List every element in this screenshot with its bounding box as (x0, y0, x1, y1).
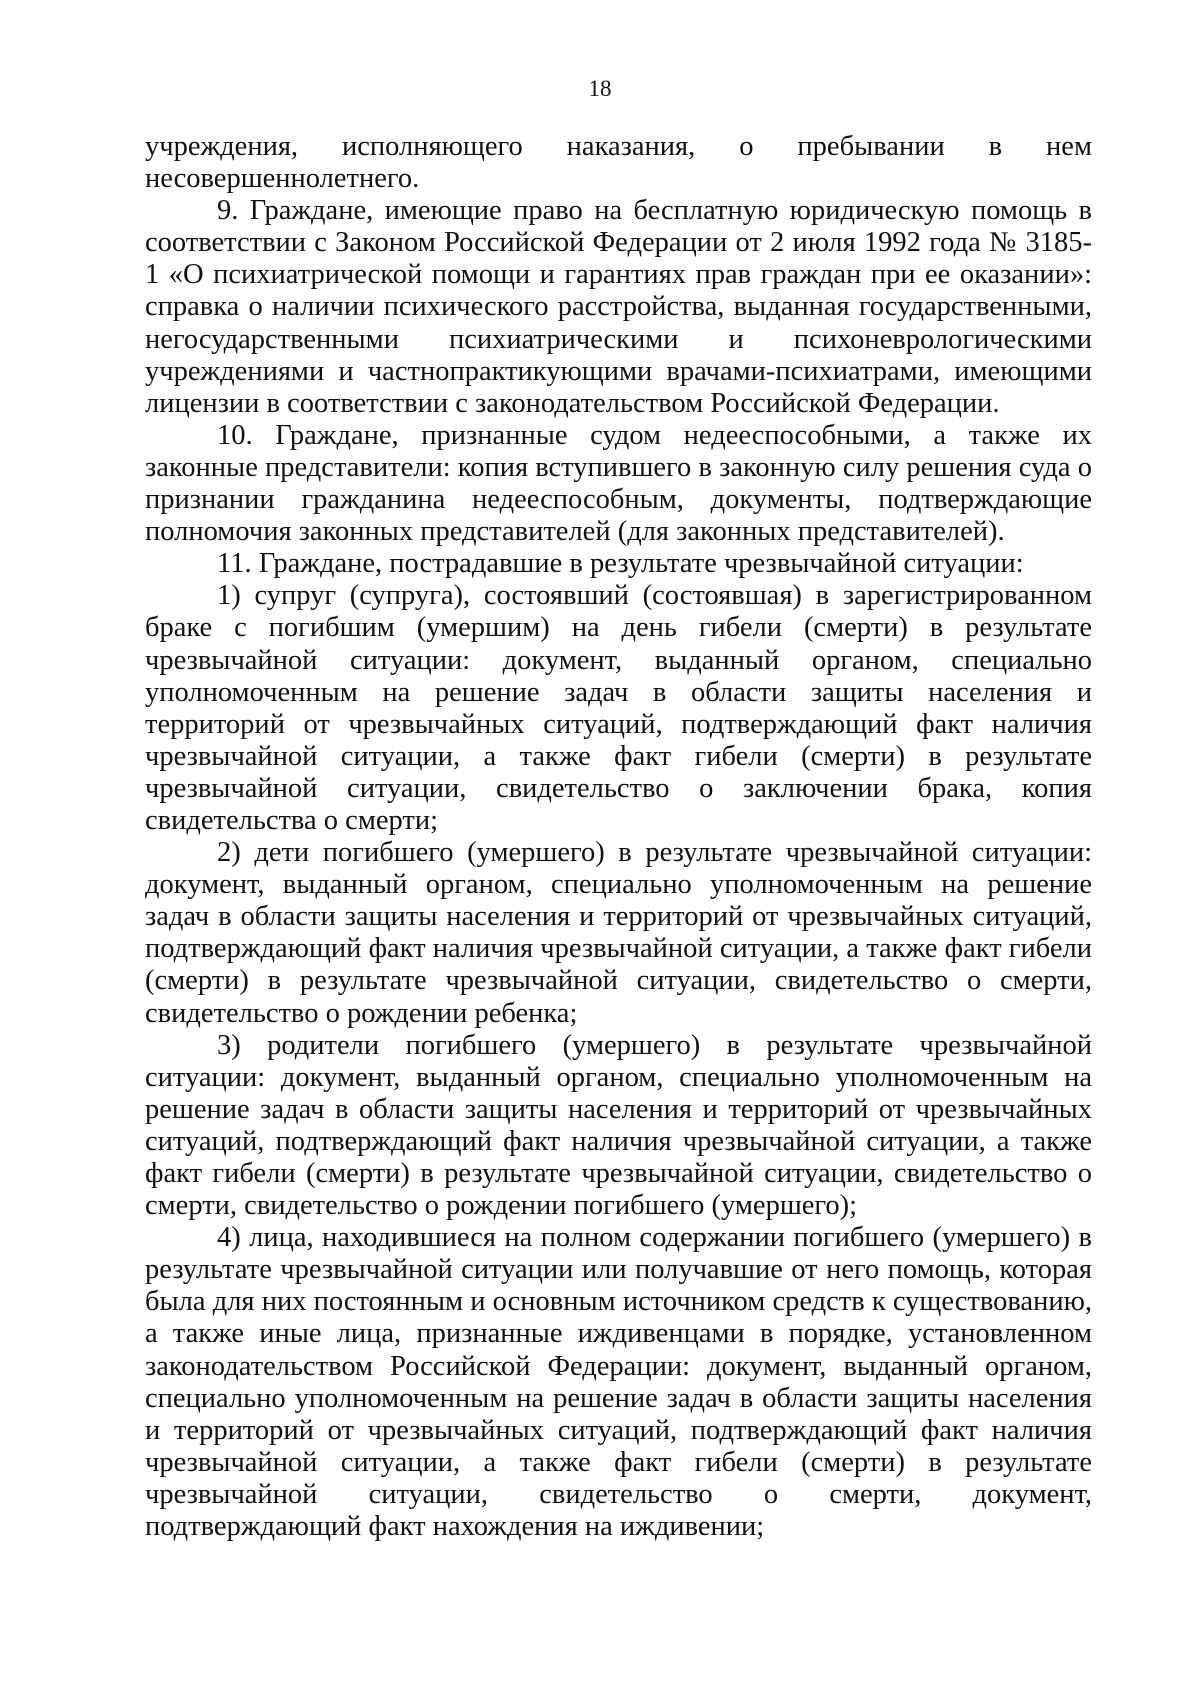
paragraph-subitem-1: 1) супруг (супруга), состоявший (состоявшая) в зарегистрированном браке с погибшим (умершим) на день гибели (смерти) в результате чрезвычайной ситуации: документ, выданный органом, специально уполномоченным на решение задач в области защиты населения и территорий от чрезвычайных ситуаций, подтверждающий факт наличия чрезвычайной ситуации, а также факт гибели (смерти) в результате чрезвычайной ситуации, свидетельство о заключении брака, копия свидетельства о смерти; (145, 580, 1092, 836)
page-number: 18 (588, 76, 612, 101)
paragraph-subitem-2: 2) дети погибшего (умершего) в результате чрезвычайной ситуации: документ, выданный органом, специально уполномоченным на решение задач в области защиты населения и территорий от чрезвычайных ситуаций, подтверждающий факт наличия чрезвычайной ситуации, а также факт гибели (смерти) в результате чрезвычайной ситуации, свидетельство о смерти, свидетельство о рождении ребенка; (145, 837, 1092, 1029)
paragraph-item-9: 9. Граждане, имеющие право на бесплатную юридическую помощь в соответствии с Законом Российской Федерации от 2 июля 1992 года № 3185-1 «О психиатрической помощи и гарантиях прав граждан при ее оказании»: справка о наличии психического расстройства, выданная государственными, негосударственными психиатрическими и психоневрологическими учреждениями и частнопрактикующими врачами-психиатрами, имеющими лицензии в соответствии с законодательством Российской Федерации. (145, 195, 1092, 419)
paragraph-subitem-4: 4) лица, находившиеся на полном содержании погибшего (умершего) в результате чрезвычайной ситуации или получавшие от него помощь, которая была для них постоянным и основным источником средств к существованию, а также иные лица, признанные иждивенцами в порядке, установленном законодательством Российской Федерации: документ, выданный органом, специально уполномоченным на решение задач в области защиты населения и территорий от чрезвычайных ситуаций, подтверждающий факт наличия чрезвычайной ситуации, а также факт гибели (смерти) в результате чрезвычайной ситуации, свидетельство о смерти, документ, подтверждающий факт нахождения на иждивении; (145, 1222, 1092, 1543)
paragraph-item-11: 11. Граждане, пострадавшие в результате чрезвычайной ситуации: (217, 548, 1024, 580)
paragraph-continuation: учреждения, исполняющего наказания, о пребывании в нем несовершеннолетнего. (145, 131, 1092, 195)
paragraph-item-10: 10. Граждане, признанные судом недееспособными, а также их законные представители: копия вступившего в законную силу решения суда о признании гражданина недееспособным, документы, подтверждающие полномочия законных представителей (для законных представителей). (145, 419, 1092, 548)
document-body (145, 131, 1092, 1543)
paragraph-subitem-3: 3) родители погибшего (умершего) в результате чрезвычайной ситуации: документ, выданный органом, специально уполномоченным на решение задач в области защиты населения и территорий от чрезвычайных ситуаций, подтверждающий факт наличия чрезвычайной ситуации, а также факт гибели (смерти) в результате чрезвычайной ситуации, свидетельство о смерти, свидетельство о рождении погибшего (умершего); (145, 1029, 1092, 1222)
